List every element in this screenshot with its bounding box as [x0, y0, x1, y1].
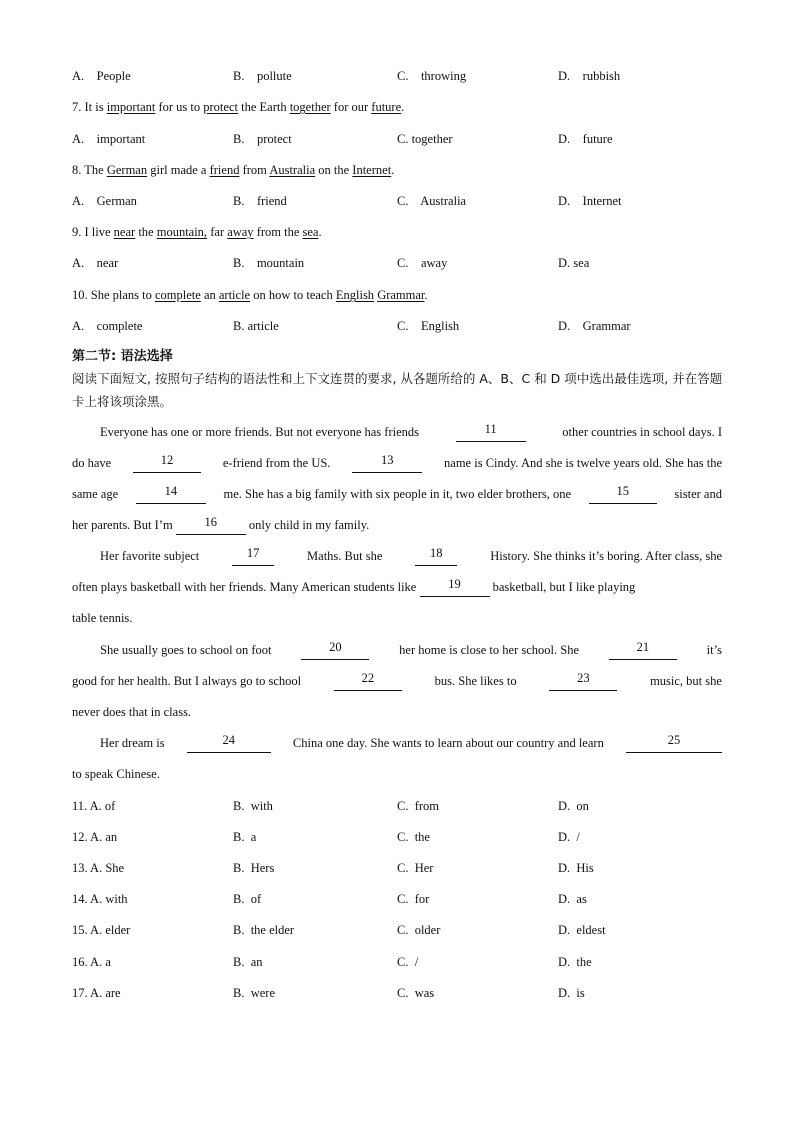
option-d[interactable]: D. /: [558, 830, 580, 844]
passage-text: her home is close to her school. She: [399, 643, 579, 657]
option-a[interactable]: 14. A. with: [72, 892, 128, 906]
underlined-word: Grammar: [377, 288, 425, 302]
option-a[interactable]: 12. A. an: [72, 830, 118, 844]
option-a[interactable]: 13. A. She: [72, 861, 125, 875]
underlined-word: Australia: [269, 163, 316, 177]
blank-17[interactable]: 17: [232, 546, 274, 566]
question-9-options: [0, 253, 794, 273]
passage-text: Her dream is: [100, 736, 165, 750]
blank-13[interactable]: 13: [352, 453, 422, 473]
underlined-word: complete: [154, 288, 201, 302]
question-8: [0, 160, 794, 180]
text-segment: on how to teach: [250, 288, 336, 302]
underlined-word: Internet: [352, 163, 392, 177]
option-a[interactable]: A. complete: [72, 319, 143, 333]
passage-line: [72, 608, 722, 628]
underlined-word: German: [106, 163, 148, 177]
text-segment: from: [239, 163, 270, 177]
choice-row: [0, 889, 794, 909]
passage-text: her parents. But I’m: [72, 518, 173, 532]
text-segment: the Earth: [237, 100, 290, 114]
option-b[interactable]: B. friend: [233, 194, 287, 208]
passage-text: often plays basketball with her friends. Many American students like: [72, 580, 417, 594]
blank-20[interactable]: 20: [301, 640, 369, 660]
underlined-word: near: [113, 225, 136, 239]
question-7: [0, 97, 794, 117]
option-c[interactable]: C. older: [397, 923, 441, 937]
passage-text: sister and: [674, 487, 722, 501]
option-d[interactable]: D. rubbish: [558, 69, 621, 83]
option-b[interactable]: B. of: [233, 892, 262, 906]
option-a[interactable]: 17. A. are: [72, 986, 121, 1000]
text-segment: on the: [315, 163, 353, 177]
option-c[interactable]: C. away: [397, 256, 448, 270]
option-c[interactable]: C. Australia: [397, 194, 467, 208]
option-a[interactable]: 15. A. elder: [72, 923, 131, 937]
option-d[interactable]: D. sea: [558, 256, 590, 270]
option-c[interactable]: C. throwing: [397, 69, 467, 83]
passage-text: Her favorite subject: [100, 549, 200, 563]
option-d[interactable]: D. Grammar: [558, 319, 631, 333]
passage-text: other countries in school days. I: [562, 425, 722, 439]
option-b[interactable]: B. an: [233, 955, 263, 969]
blank-11[interactable]: 11: [456, 422, 526, 442]
passage-text: music, but she: [650, 674, 722, 688]
question-8-options: [0, 191, 794, 211]
option-c[interactable]: C. Her: [397, 861, 434, 875]
blank-24[interactable]: 24: [187, 733, 271, 753]
text-segment: .: [401, 100, 405, 114]
text-segment: girl made a: [147, 163, 210, 177]
section-heading: 第二节: 语法选择: [72, 349, 173, 364]
passage-text: it’s: [706, 643, 722, 657]
choice-row: [0, 920, 794, 940]
underlined-word: away: [227, 225, 254, 239]
option-a[interactable]: A. important: [72, 132, 146, 146]
underlined-word: sea: [302, 225, 319, 239]
passage-text: Maths. But she: [307, 549, 383, 563]
option-a[interactable]: A. People: [72, 69, 131, 83]
text-segment: 7. It is: [72, 100, 107, 114]
passage-text: Everyone has one or more friends. But not everyone has friends: [100, 425, 420, 439]
blank-15[interactable]: 15: [589, 484, 657, 504]
text-segment: far: [207, 225, 228, 239]
passage-line: [72, 453, 722, 473]
question-7-text: [72, 97, 404, 117]
option-a[interactable]: 16. A. a: [72, 955, 111, 969]
option-c[interactable]: C. from: [397, 799, 440, 813]
passage-line: [72, 671, 722, 691]
passage-text: never does that in class.: [72, 705, 192, 719]
option-d[interactable]: D. is: [558, 986, 585, 1000]
choice-row: [0, 796, 794, 816]
option-a[interactable]: 11. A. of: [72, 799, 116, 813]
passage-line: [72, 515, 722, 535]
text-segment: .: [424, 288, 428, 302]
underlined-word: English: [335, 288, 375, 302]
option-c[interactable]: C. together: [397, 132, 453, 146]
option-d[interactable]: D. Internet: [558, 194, 622, 208]
blank-12[interactable]: 12: [133, 453, 201, 473]
option-d[interactable]: D. on: [558, 799, 589, 813]
blank-18[interactable]: 18: [415, 546, 457, 566]
passage-text: only child in my family.: [248, 518, 370, 532]
option-b[interactable]: B. pollute: [233, 69, 292, 83]
choice-row: [0, 952, 794, 972]
blank-21[interactable]: 21: [609, 640, 677, 660]
question-10-text: [72, 285, 428, 305]
blank-19[interactable]: 19: [420, 577, 490, 597]
passage-line: [72, 702, 722, 722]
underlined-word: important: [106, 100, 156, 114]
passage-line: [100, 733, 722, 753]
passage-text: China one day. She wants to learn about our country and learn: [292, 736, 604, 750]
option-c[interactable]: C. /: [397, 955, 419, 969]
option-b[interactable]: B. were: [233, 986, 275, 1000]
section-instructions: 阅读下面短文, 按照句子结构的语法性和上下文连贯的要求, 从各题所给的 A、B、C 和 D 项中选出最佳选项, 并在答题卡上将该项涂黑。: [72, 371, 723, 409]
option-a[interactable]: A. German: [72, 194, 137, 208]
option-d[interactable]: D. eldest: [558, 923, 606, 937]
option-d[interactable]: D. His: [558, 861, 594, 875]
question-9: [0, 222, 794, 242]
underlined-word: friend: [209, 163, 240, 177]
option-d[interactable]: D. future: [558, 132, 613, 146]
question-9-text: [72, 222, 322, 242]
question-10: [0, 285, 794, 305]
options-row-top: [0, 66, 794, 86]
underlined-word: together: [289, 100, 331, 114]
blank-22[interactable]: 22: [334, 671, 402, 691]
underlined-word: article: [218, 288, 251, 302]
text-segment: 9. I live: [72, 225, 114, 239]
text-segment: the: [135, 225, 157, 239]
text-segment: an: [200, 288, 219, 302]
blank-25[interactable]: 25: [626, 733, 722, 753]
blank-16[interactable]: 16: [176, 515, 246, 535]
passage-text: to speak Chinese.: [72, 767, 160, 781]
option-c[interactable]: C. for: [397, 892, 430, 906]
option-a[interactable]: A. near: [72, 256, 119, 270]
passage-line: [72, 484, 722, 504]
blank-23[interactable]: 23: [549, 671, 617, 691]
text-segment: for us to: [155, 100, 204, 114]
option-b[interactable]: B. article: [233, 319, 279, 333]
option-c[interactable]: C. the: [397, 830, 430, 844]
text-segment: from the: [253, 225, 303, 239]
question-7-options: [0, 129, 794, 149]
passage-text: She usually goes to school on foot: [100, 643, 272, 657]
underlined-word: future: [371, 100, 402, 114]
option-b[interactable]: B. the elder: [233, 923, 295, 937]
underlined-word: protect: [203, 100, 238, 114]
question-10-options: [0, 316, 794, 336]
passage-text: History. She thinks it’s boring. After class, she: [490, 549, 722, 563]
passage-text: me. She has a big family with six people in it, two elder brothers, one: [223, 487, 572, 501]
passage-text: good for her health. But I always go to school: [72, 674, 302, 688]
text-segment: .: [318, 225, 322, 239]
option-d[interactable]: D. the: [558, 955, 592, 969]
choice-row: [0, 983, 794, 1003]
option-b[interactable]: B. with: [233, 799, 273, 813]
text-segment: for our: [330, 100, 372, 114]
passage-line: [100, 640, 722, 660]
option-b[interactable]: B. mountain: [233, 256, 305, 270]
choice-row: [0, 827, 794, 847]
passage-text: basketball, but I like playing: [492, 580, 636, 594]
option-c[interactable]: C. was: [397, 986, 435, 1000]
passage-line: [72, 764, 722, 784]
text-segment: 8. The: [72, 163, 107, 177]
passage-text: same age: [72, 487, 119, 501]
passage-line: [100, 422, 722, 442]
underlined-word: mountain,: [156, 225, 208, 239]
choice-row: [0, 858, 794, 878]
passage-text: table tennis.: [72, 611, 133, 625]
option-b[interactable]: B. a: [233, 830, 257, 844]
blank-14[interactable]: 14: [136, 484, 206, 504]
text-segment: .: [391, 163, 395, 177]
question-8-text: [72, 160, 394, 180]
passage-line: [100, 546, 722, 566]
option-d[interactable]: D. as: [558, 892, 587, 906]
passage-text: do have: [72, 456, 112, 470]
passage-text: e-friend from the US.: [222, 456, 331, 470]
passage-text: name is Cindy. And she is twelve years old. She has the: [444, 456, 722, 470]
option-b[interactable]: B. Hers: [233, 861, 275, 875]
text-segment: 10. She plans to: [72, 288, 155, 302]
option-c[interactable]: C. English: [397, 319, 460, 333]
passage-text: bus. She likes to: [434, 674, 517, 688]
option-b[interactable]: B. protect: [233, 132, 292, 146]
passage-line: [72, 577, 722, 597]
